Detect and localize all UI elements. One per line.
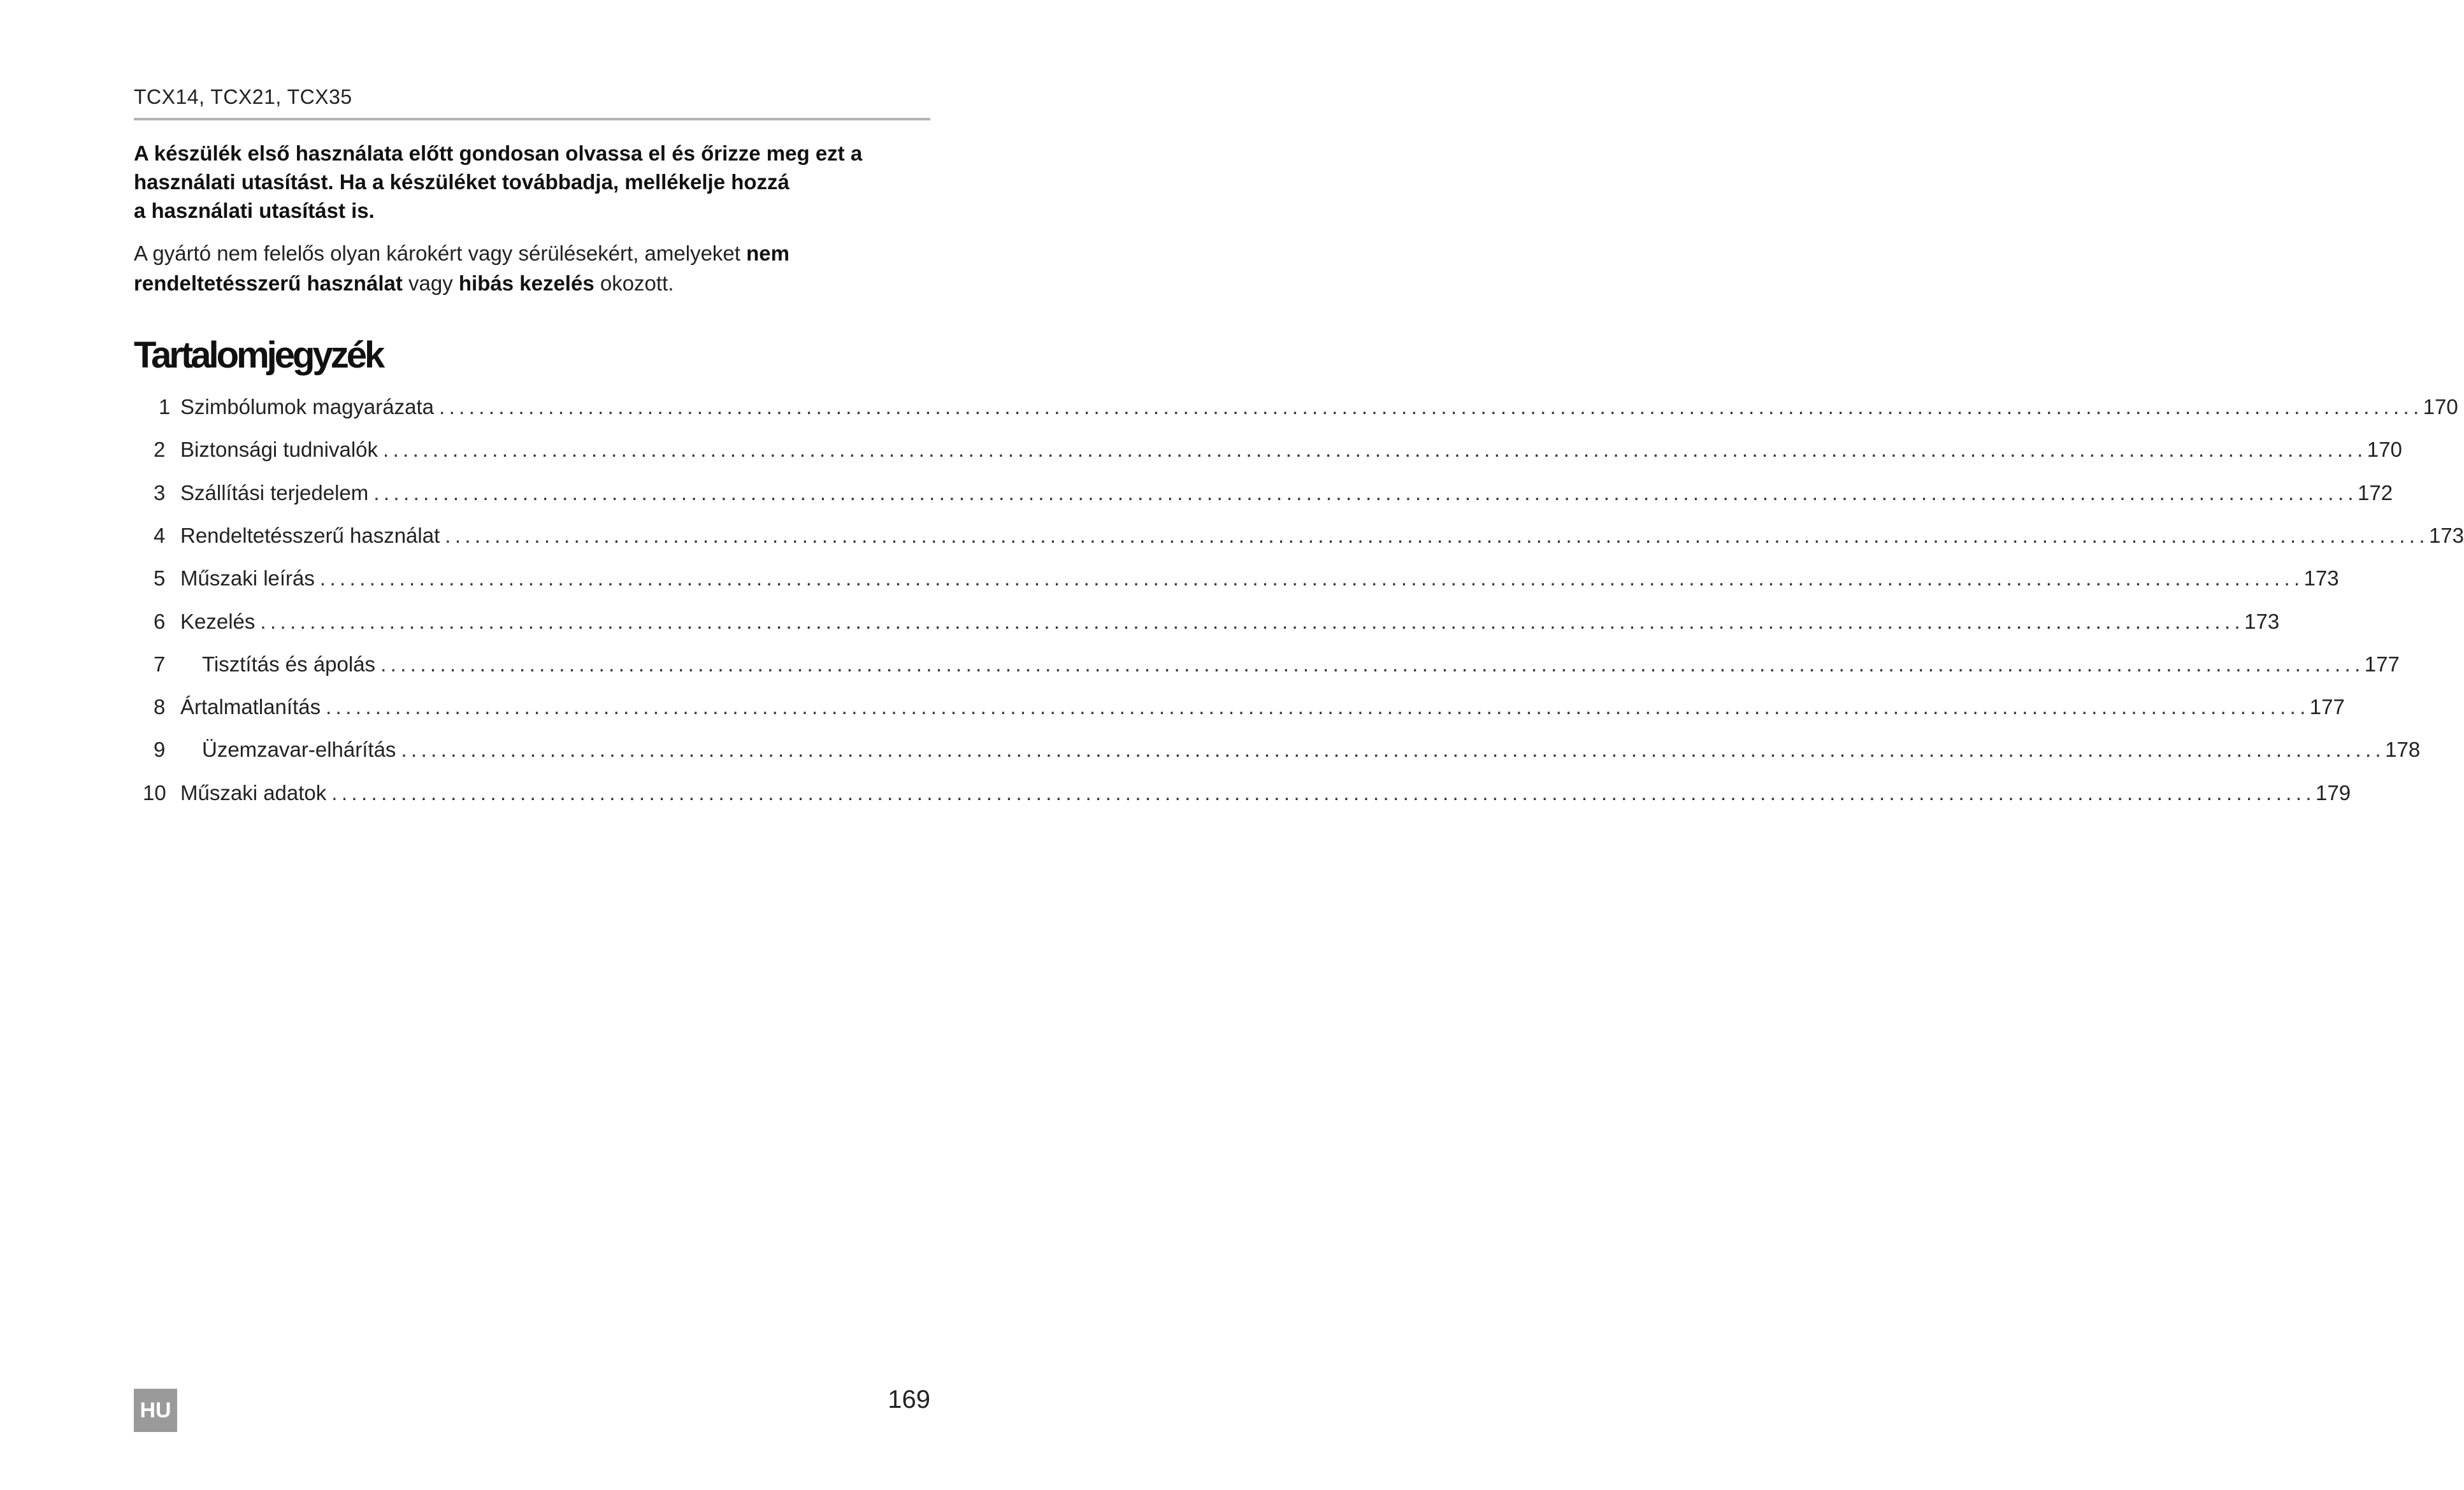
toc-entry-title: Ártalmatlanítás — [180, 695, 321, 719]
disclaimer-text: A gyártó nem felelős olyan károkért vagy sérülésekért, amelyeket — [134, 241, 747, 265]
toc-leader-dots: ........................................................................................................................................................................................................ — [383, 438, 2367, 462]
intro-line: használati utasítást. Ha a készüléket továbbadja, mellékelje hozzá — [134, 170, 789, 194]
disclaimer-line-1 — [134, 238, 930, 268]
toc-entry-page: 170 — [2423, 395, 2458, 419]
disclaimer-emphasis: rendeltetésszerű használat — [134, 271, 403, 295]
toc-entry[interactable] — [154, 652, 2400, 680]
toc-entry[interactable] — [143, 780, 2351, 809]
toc-entry-title: Műszaki adatok — [180, 780, 327, 805]
disclaimer-emphasis: hibás kezelés — [458, 271, 594, 295]
toc-entry-page: 177 — [2364, 652, 2400, 676]
toc-heading: Tartalomjegyzék — [134, 334, 383, 376]
intro-line: a használati utasítást is. — [134, 199, 375, 222]
toc-entry-number: 7 — [154, 652, 166, 676]
liability-disclaimer — [134, 238, 930, 298]
toc-entry-number: 1 — [159, 395, 171, 419]
language-badge: HU — [134, 1389, 177, 1432]
toc-entry[interactable] — [154, 738, 2421, 766]
toc-entry-title: Biztonsági tudnivalók — [180, 438, 378, 462]
toc-leader-dots: ........................................................................................................................................................................................................ — [401, 738, 2386, 762]
disclaimer-text: okozott. — [594, 271, 674, 295]
toc-entry[interactable] — [159, 395, 2458, 423]
toc-entry-title: Üzemzavar-elhárítás — [202, 738, 396, 762]
toc-leader-dots: ........................................................................................................................................................................................................ — [439, 395, 2423, 419]
toc-entry-page: 173 — [2303, 566, 2339, 591]
toc-entry-page: 177 — [2309, 695, 2345, 719]
disclaimer-text: vagy — [402, 271, 459, 295]
toc-entry-number: 9 — [154, 738, 166, 762]
toc-entry-title: Szimbólumok magyarázata — [180, 395, 434, 419]
toc-entry-page: 173 — [2244, 609, 2280, 633]
toc-leader-dots: ........................................................................................................................................................................................................ — [331, 780, 2316, 805]
toc-leader-dots: ........................................................................................................................................................................................................ — [319, 566, 2304, 591]
toc-entry-number: 4 — [154, 523, 166, 547]
toc-entry-page: 178 — [2385, 738, 2421, 762]
toc-entry-title: Tisztítás és ápolás — [202, 652, 376, 676]
toc-leader-dots: ........................................................................................................................................................................................................ — [326, 695, 2310, 719]
disclaimer-line-2 — [134, 268, 930, 298]
toc-entry-title: Kezelés — [180, 609, 256, 633]
toc-entry-number: 3 — [154, 480, 166, 505]
toc-entry[interactable] — [154, 609, 2280, 638]
toc-entry-number: 2 — [154, 438, 166, 462]
toc-entry[interactable] — [154, 566, 2339, 594]
document-header-title: TCX14, TCX21, TCX35 — [134, 85, 352, 108]
toc-leader-dots: ........................................................................................................................................................................................................ — [380, 652, 2365, 676]
toc-entry[interactable] — [154, 695, 2345, 723]
toc-entry-title: Szállítási terjedelem — [180, 480, 369, 505]
toc-entry-page: 173 — [2428, 523, 2464, 547]
toc-entry-title: Műszaki leírás — [180, 566, 315, 591]
toc-entry[interactable] — [154, 438, 2402, 466]
toc-entry[interactable] — [154, 480, 2393, 509]
toc-leader-dots: ........................................................................................................................................................................................................ — [260, 609, 2245, 633]
toc-entry-title: Rendeltetésszerű használat — [180, 523, 440, 547]
toc-leader-dots: ........................................................................................................................................................................................................ — [445, 523, 2429, 547]
toc-entry-page: 170 — [2367, 438, 2402, 462]
disclaimer-emphasis: nem — [746, 241, 789, 265]
page-number: 169 — [888, 1386, 930, 1414]
toc-entry-page: 172 — [2358, 480, 2393, 505]
header-divider — [134, 118, 930, 120]
toc-entry-number: 6 — [154, 609, 166, 633]
toc-entry-number: 10 — [143, 780, 166, 805]
toc-entry-page: 179 — [2315, 780, 2351, 805]
toc-entry-number: 8 — [154, 695, 166, 719]
toc-leader-dots: ........................................................................................................................................................................................................ — [373, 480, 2358, 505]
toc-entry[interactable] — [154, 523, 2464, 552]
intro-warning — [134, 139, 930, 225]
intro-line: A készülék első használata előtt gondosan olvassa el és őrizze meg ezt a — [134, 141, 863, 165]
toc-entry-number: 5 — [154, 566, 166, 591]
